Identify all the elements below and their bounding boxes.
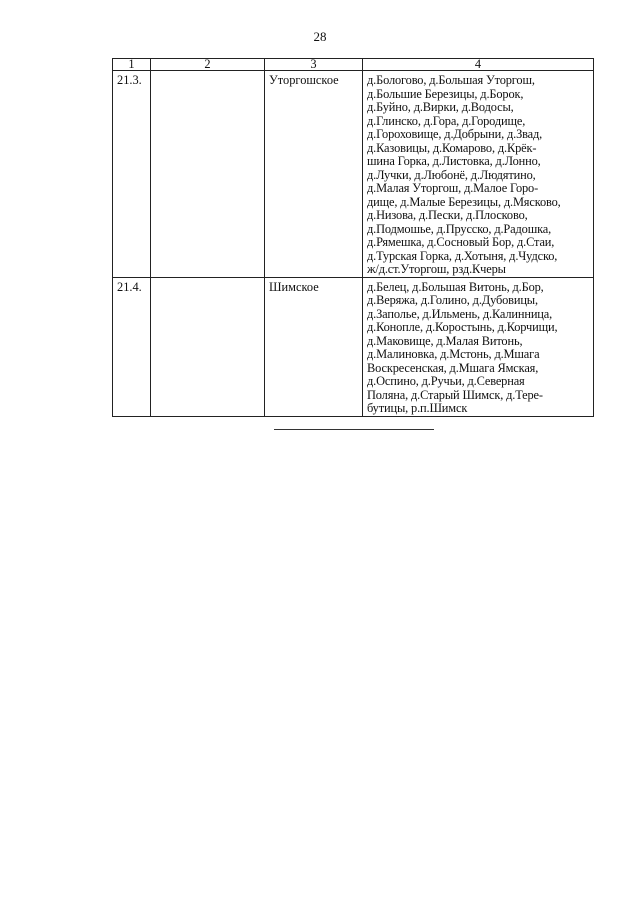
end-divider — [274, 429, 434, 430]
village-line: д.Большие Березицы, д.Борок, — [367, 86, 524, 101]
table-row — [113, 277, 594, 416]
village-line: Поляна, д.Старый Шимск, д.Тере- — [367, 387, 543, 402]
village-line: д.Казовицы, д.Комарово, д.Крёк- — [367, 140, 537, 155]
village-line: бутицы, р.п.Шимск — [367, 401, 468, 415]
village-line: д.Маковище, д.Малая Витонь, — [367, 333, 523, 348]
village-line: Воскресенская, д.Мшага Ямская, — [367, 360, 539, 375]
village-line: д.Заполье, д.Ильмень, д.Калинница, — [367, 306, 553, 321]
village-line: шина Горка, д.Листовка, д.Лонно, — [367, 154, 541, 168]
settlement-name: Уторгошское — [265, 71, 363, 278]
village-line: д.Конопле, д.Коростынь, д.Корчищи, — [367, 320, 558, 334]
village-line: д.Подмошье, д.Прусско, д.Радошка, — [367, 221, 552, 236]
village-line: д.Малиновка, д.Мстонь, д.Мшага — [367, 347, 540, 361]
villages-list — [363, 277, 594, 416]
row-number: 21.4. — [113, 277, 151, 416]
village-line: д.Малая Уторгош, д.Малое Горо- — [367, 181, 539, 195]
village-line: д.Турская Горка, д.Хотыня, д.Чудско, — [367, 248, 558, 263]
village-line: д.Рямешка, д.Сосновый Бор, д.Стаи, — [367, 235, 555, 249]
village-line: д.Низова, д.Пески, д.Плосково, — [367, 208, 528, 222]
header-col-3: 3 — [265, 59, 363, 71]
header-col-2: 2 — [151, 59, 265, 71]
village-line: ж/д.ст.Уторгош, рзд.Кчеры — [367, 262, 506, 276]
village-line: д.Гороховище, д.Добрыни, д.Звад, — [367, 127, 543, 141]
villages-list — [363, 71, 594, 278]
header-row — [113, 59, 594, 71]
village-line: д.Оспино, д.Ручьи, д.Северная — [367, 374, 525, 388]
header-col-1: 1 — [113, 59, 151, 71]
settlements-table — [112, 58, 594, 417]
village-line: д.Глинско, д.Гора, д.Городище, — [367, 113, 526, 128]
header-col-4: 4 — [363, 59, 594, 71]
row-col-2 — [151, 277, 265, 416]
settlement-name: Шимское — [265, 277, 363, 416]
village-line: д.Белец, д.Большая Витонь, д.Бор, — [367, 279, 544, 294]
village-line: д.Бологово, д.Большая Уторгош, — [367, 73, 535, 87]
village-line: д.Лучки, д.Любонё, д.Людятино, — [367, 167, 536, 182]
village-line: дище, д.Малые Березицы, д.Мясково, — [367, 194, 561, 209]
village-line: д.Веряжа, д.Голино, д.Дубовицы, — [367, 293, 538, 307]
row-col-2 — [151, 71, 265, 278]
village-line: д.Буйно, д.Вирки, д.Водосы, — [367, 100, 514, 114]
page-number: 28 — [313, 29, 327, 44]
row-number: 21.3. — [113, 71, 151, 278]
table-row — [113, 71, 594, 278]
